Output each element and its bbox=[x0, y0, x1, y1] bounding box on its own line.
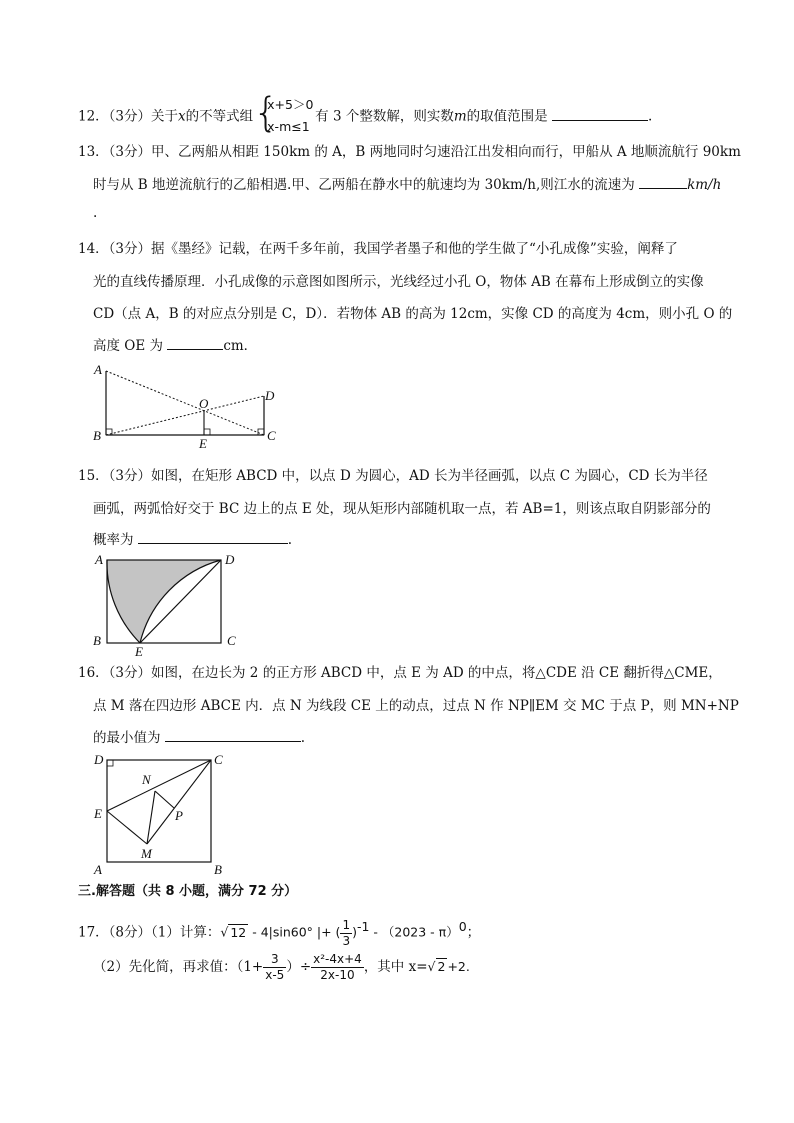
q13-line3: . bbox=[93, 205, 98, 221]
label-b: B bbox=[214, 862, 222, 876]
label-c: C bbox=[267, 428, 276, 443]
label-e: E bbox=[135, 644, 143, 658]
ray-bd bbox=[106, 396, 264, 435]
segment-np bbox=[155, 791, 174, 808]
q17-line1a: 17．（8分）（1）计算： bbox=[78, 924, 221, 941]
inequality-2: x-m≤1 bbox=[267, 119, 310, 134]
q15-line3a: 概率为 bbox=[93, 532, 134, 548]
q17-part3: - （2023 - π） bbox=[369, 924, 459, 940]
q14-line2: 光的直线传播原理．小孔成像的示意图如图所示，光线经过小孔 O，物体 AB 在幕布上形成倒立的实像 bbox=[93, 274, 704, 290]
label-d: D bbox=[225, 552, 235, 567]
label-p: P bbox=[175, 808, 183, 823]
q17-line2d: +2. bbox=[447, 959, 470, 974]
right-angle-e bbox=[204, 429, 210, 435]
q16-line1: 16．（3分）如图，在边长为 2 的正方形 ABCD 中，点 E 为 AD 的中点，将△CDE 沿 CE 翻折得△CME， bbox=[78, 665, 722, 681]
answer-blank-13[interactable] bbox=[639, 174, 687, 189]
sqrt-12: √ 12 bbox=[220, 924, 247, 940]
segment-mn bbox=[147, 791, 155, 844]
q12-end: . bbox=[647, 108, 653, 125]
exp-zero: 0 bbox=[458, 919, 467, 934]
fraction-3-over-x-5 bbox=[263, 952, 286, 983]
q16-line2: 点 M 落在四边形 ABCE 内．点 N 为线段 CE 上的动点，过点 N 作 NP∥EM 交 MC 于点 P，则 MN+NP bbox=[93, 698, 739, 714]
q12-var-m: m bbox=[453, 108, 467, 125]
f2-num: 3 bbox=[263, 952, 286, 968]
q12-mid1: 的不等式组 bbox=[185, 108, 254, 125]
label-b: B bbox=[93, 428, 101, 443]
label-d: D bbox=[94, 752, 104, 767]
segment-em bbox=[107, 811, 147, 844]
answer-blank-15[interactable] bbox=[138, 529, 288, 544]
label-d: D bbox=[265, 388, 275, 403]
sqrt-2: √ 2 bbox=[427, 959, 446, 974]
q16-line3 bbox=[93, 726, 305, 746]
q17-part2-line bbox=[93, 952, 470, 983]
q17-line2b: ）÷ bbox=[286, 959, 312, 975]
f3-den: 2x-10 bbox=[320, 968, 355, 982]
segment-ce bbox=[107, 760, 211, 811]
fraction-quadratic bbox=[311, 952, 364, 983]
answer-blank-14[interactable] bbox=[167, 335, 223, 350]
q15-line3 bbox=[93, 528, 292, 548]
rectangle-arcs-figure bbox=[88, 548, 248, 658]
shaded-region bbox=[107, 560, 221, 643]
label-b: B bbox=[93, 633, 101, 648]
q16-line3a: 的最小值为 bbox=[93, 730, 161, 746]
inequality-1: x+5＞0 bbox=[267, 97, 314, 112]
inequality-system bbox=[253, 90, 315, 138]
answer-blank-16[interactable] bbox=[165, 727, 301, 742]
sqrt-2-arg: 2 bbox=[437, 959, 446, 974]
f3-num: x²-4x+4 bbox=[313, 952, 362, 966]
segment-mc bbox=[147, 760, 211, 844]
label-a: A bbox=[94, 362, 102, 377]
q15-line3b: . bbox=[287, 532, 293, 548]
q15-line2: 画弧，两弧恰好交于 BC 边上的点 E 处，现从矩形内部随机取一点，若 AB=1，则该点取自阴影部分的 bbox=[93, 501, 711, 517]
square-abcd bbox=[107, 760, 211, 862]
q17-part4: ； bbox=[466, 924, 481, 941]
fraction-one-third bbox=[340, 918, 352, 949]
q12-mid2: 有 3 个整数解，则实数 bbox=[315, 108, 454, 125]
section-heading: 三.解答题（共 8 小题，满分 72 分） bbox=[78, 884, 298, 899]
q14-line4b: cm． bbox=[223, 338, 258, 354]
q13-line1: 13．（3分）甲、乙两船从相距 150km 的 A，B 两地同时匀速沿江出发相向而行，甲船从 A 地顺流航行 90km bbox=[78, 144, 741, 160]
frac-num: 1 bbox=[342, 917, 351, 932]
answer-blank-12[interactable] bbox=[552, 106, 648, 121]
q12-var-x: x bbox=[178, 108, 186, 125]
label-n: N bbox=[142, 772, 151, 787]
frac-den: 3 bbox=[342, 933, 351, 948]
q15-line1: 15．（3分）如图，在矩形 ABCD 中，以点 D 为圆心，AD 长为半径画弧，以点 C 为圆心，CD 长为半径 bbox=[78, 468, 708, 484]
label-c: C bbox=[214, 752, 223, 767]
q17-part1-text: - 4|sin60° |+ ( bbox=[248, 924, 341, 940]
label-a: A bbox=[95, 552, 103, 567]
pinhole-figure bbox=[88, 360, 288, 450]
q13-unit: km/h bbox=[687, 177, 722, 193]
right-angle-d bbox=[107, 760, 113, 766]
q17-line2c: ，其中 x= bbox=[363, 959, 428, 975]
q12-prefix: 12．（3分）关于 bbox=[78, 108, 179, 125]
q14-line1: 14．（3分）据《墨经》记载，在两千多年前，我国学者墨子和他的学生做了“小孔成像”实验，阐释了 bbox=[78, 241, 678, 257]
label-c: C bbox=[227, 633, 236, 648]
sqrt-12-arg: 12 bbox=[230, 924, 247, 940]
q17-part1 bbox=[78, 912, 480, 949]
label-o: O bbox=[199, 396, 209, 411]
q14-line4a: 高度 OE 为 bbox=[93, 338, 164, 354]
q13-line2-wrap bbox=[93, 173, 721, 193]
label-e: E bbox=[94, 806, 102, 821]
label-e: E bbox=[199, 436, 207, 450]
f2-den: x-5 bbox=[265, 968, 285, 982]
q17-line2a: （2）先化简，再求值：（1+ bbox=[93, 959, 264, 975]
q14-line4 bbox=[93, 334, 257, 354]
label-m: M bbox=[141, 846, 152, 861]
q13-line2: 时与从 B 地逆流航行的乙船相遇.甲、乙两船在静水中的航速均为 30km/h,则江水的流速为 bbox=[93, 177, 635, 193]
q12-suffix: 的取值范围是 bbox=[466, 108, 548, 125]
exp-neg1: -1 bbox=[356, 919, 370, 934]
question-12 bbox=[78, 90, 728, 138]
q16-line3b: . bbox=[300, 730, 306, 746]
square-fold-figure bbox=[88, 748, 248, 876]
label-a: A bbox=[94, 862, 102, 876]
q17-part2: ) bbox=[352, 924, 357, 940]
q14-line3: CD（点 A，B 的对应点分别是 C，D）．若物体 AB 的高为 12cm，实像 CD 的高度为 4cm，则小孔 O 的 bbox=[93, 306, 733, 322]
brace-glyph: { bbox=[253, 90, 279, 136]
ray-ac bbox=[106, 371, 264, 435]
